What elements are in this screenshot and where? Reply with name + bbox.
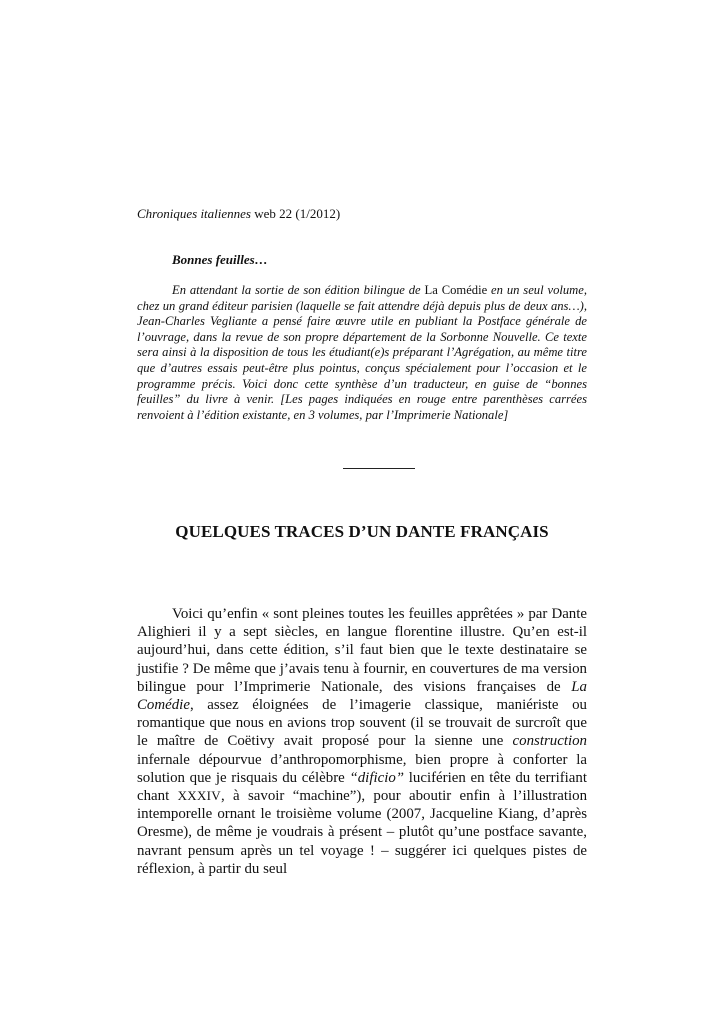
separator-rule <box>343 468 415 469</box>
body-text-3: infernale dépourvue d’anthropomorphisme, bien propre à conforter la solution que je risquais du célèbre <box>137 751 587 786</box>
body-paragraph <box>137 605 587 878</box>
canto-number: XXXIV <box>177 788 221 804</box>
body-text-2: , assez éloignées de l’imagerie classique, maniériste ou romantique que nous en avions trop souvent (il se trouvait de surcroît que le maître de Coëtivy avait proposé pour la sienne une <box>137 697 587 750</box>
body-text-4: luciférien en tête du terrifiant chant <box>137 769 588 805</box>
intro-text-1: En attendant la sortie de son édition bilingue de <box>172 283 425 297</box>
body-text-5: , à savoir “machine”), pour aboutir enfin à l’illustration intemporelle ornant le troisième volume (2007, Jacqueline Kiang, d’après Oresme), de même je voudrais à présent – plutôt qu’une postface savante, navrant pensum après un tel voyage ! – suggérer ici quelques pistes de réflexion, à partir du seul <box>137 788 588 877</box>
running-header <box>137 206 340 222</box>
body-work-title: La Comédie <box>137 678 587 714</box>
body-emphasis-dificio: “dificio” <box>349 769 405 786</box>
intro-paragraph <box>137 283 587 423</box>
intro-text-2: en un seul volume, chez un grand éditeur parisien (laquelle se fait attendre déjà depuis plus de deux ans…), Jean-Charles Vegliante a pensé faire œuvre utile en publiant la Postface générale de l’ouvrage, dans la revue de son propre département de la Sorbonne Nouvelle. Ce texte sera ainsi à la disposition de tous les étudiant(e)s préparant l’Agrégation, au même titre que d’autres essais peut-être plus pointus, conçus spécialement pour l’occasion et le programme précis. Voici donc cette synthèse d’un traducteur, en guise de “bonnes feuilles” du livre à venir. [Les pages indiquées en rouge entre parenthèses carrées renvoient à l’édition existante, en 3 volumes, par l’Imprimerie Nationale] <box>137 283 587 422</box>
body-emphasis-construction: construction <box>512 733 587 750</box>
body-text-1: Voici qu’enfin « sont pleines toutes les feuilles apprêtées » par Dante Alighieri il y a sept siècles, en langue florentine illustre. Qu’en est-il aujourd’hui, dans cette édition, s’il faut bien que le texte destinataire se justifie ? De même que j’avais tenu à fournir, en couvertures de ma version bilingue pour l’Imprimerie Nationale, des visions françaises de <box>137 606 587 695</box>
journal-title: Chroniques italiennes <box>137 206 251 221</box>
issue-info: web 22 (1/2012) <box>251 206 341 221</box>
section-label: Bonnes feuilles… <box>172 252 268 267</box>
intro-work-title: La Comédie <box>424 283 488 297</box>
article-title: QUELQUES TRACES D’UN DANTE FRANÇAIS <box>175 522 549 541</box>
